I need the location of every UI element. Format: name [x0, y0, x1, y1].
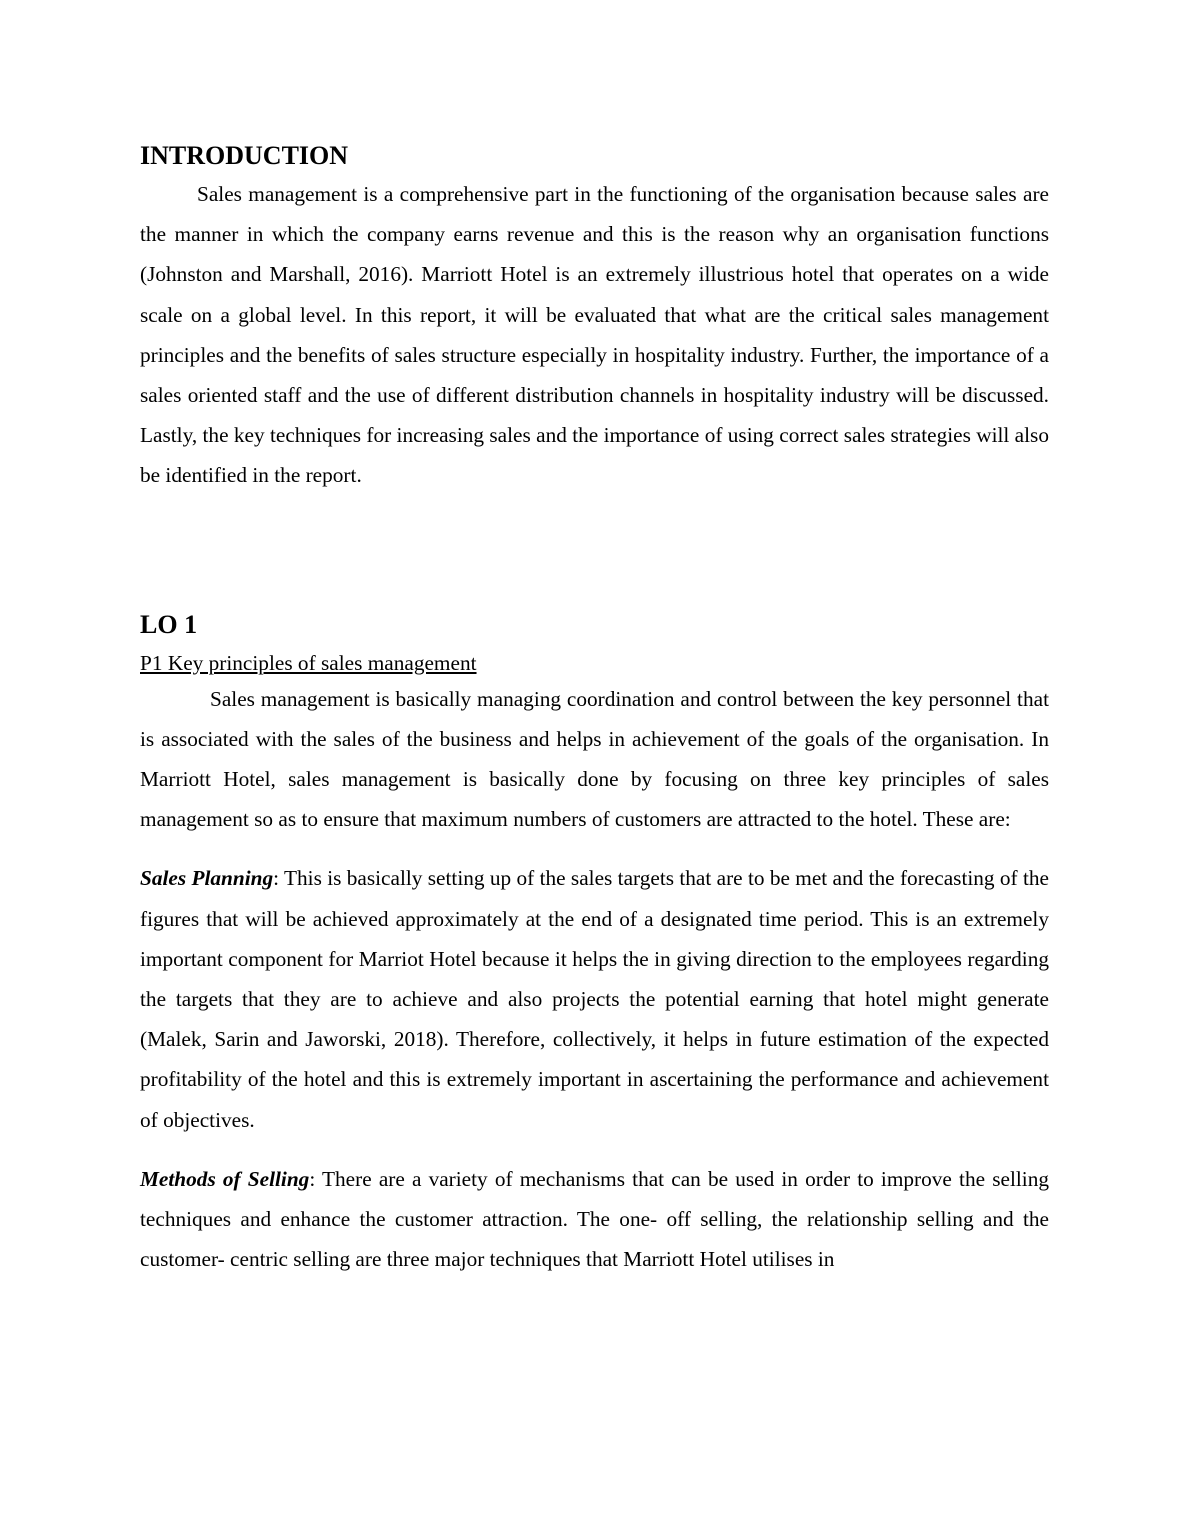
p1-subheading: P1 Key principles of sales management: [140, 650, 477, 675]
section-spacer: [140, 496, 1049, 607]
lo1-intro-paragraph: Sales management is basically managing coordination and control between the key personnel that is associated with the sales of the business and helps in achievement of the goals of the organisation. In Marriott Hotel, sales management is basically done by focusing on three key principles of sales management so as to ensure that maximum numbers of customers are attracted to the hotel. These are:: [140, 686, 1049, 832]
sales-planning-paragraph: [140, 858, 1049, 1139]
methods-of-selling-paragraph: [140, 1159, 1049, 1280]
methods-of-selling-term: Methods of Selling: [140, 1166, 310, 1191]
sales-planning-term: Sales Planning: [140, 866, 274, 891]
sales-planning-text: : This is basically setting up of the sales targets that are to be met and the forecasting of the figures that will be achieved approximately at the end of a designated time period. This is an extremely important component for Marriot Hotel because it helps the in giving direction to the employees regarding the targets that they are to achieve and also projects the potential earning that hotel might generate (Malek, Sarin and Jaworski, 2018). Therefore, collectively, it helps in future estimation of the expected profitability of the hotel and this is extremely important in ascertaining the performance and achievement of objectives.: [140, 866, 1049, 1132]
introduction-paragraph: Sales management is a comprehensive part in the functioning of the organisation because sales are the manner in which the company earns revenue and this is the reason why an organisation functions (Johnston and Marshall, 2016). Marriott Hotel is an extremely illustrious hotel that operates on a wide scale on a global level. In this report, it will be evaluated that what are the critical sales management principles and the benefits of sales structure especially in hospitality industry. Further, the importance of a sales oriented staff and the use of different distribution channels in hospitality industry will be discussed. Lastly, the key techniques for increasing sales and the importance of using correct sales strategies will also be identified in the report.: [140, 182, 1049, 488]
document-page: [140, 138, 1049, 1279]
introduction-heading: INTRODUCTION: [140, 141, 349, 170]
lo1-heading: LO 1: [140, 609, 198, 639]
methods-of-selling-text: : There are a variety of mechanisms that can be used in order to improve the selling techniques and enhance the customer attraction. The one- off selling, the relationship selling and the customer- centric selling are three major techniques that Marriott Hotel utilises in: [140, 1166, 1049, 1272]
